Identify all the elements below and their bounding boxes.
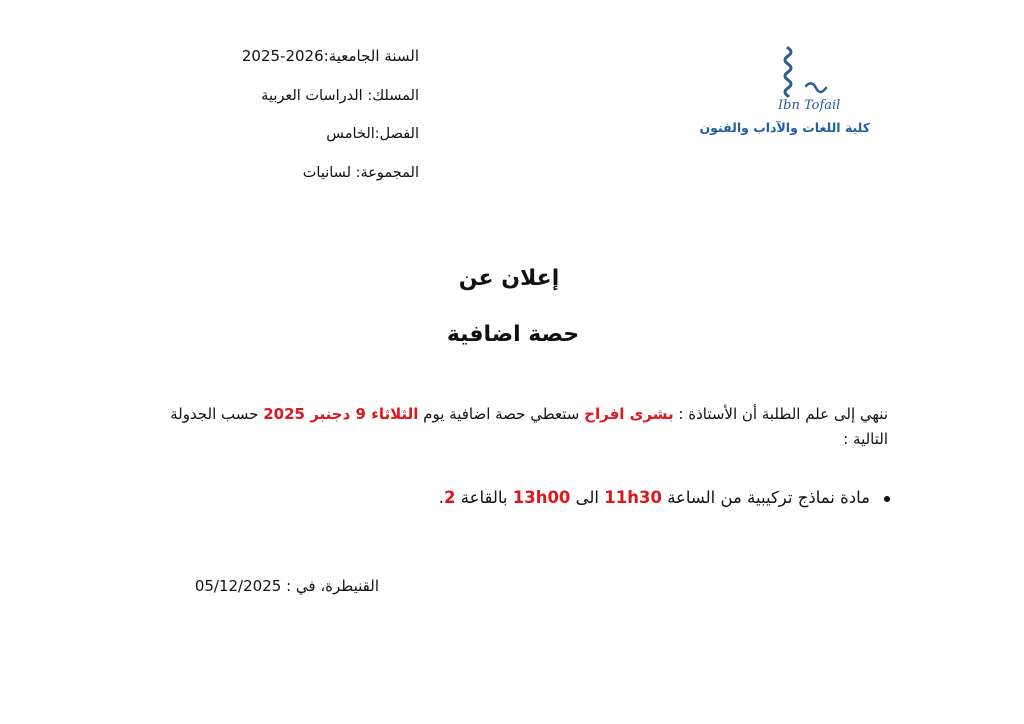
to-label: الى [575, 488, 600, 507]
college-name: كلية اللغات والآداب والفنون [699, 120, 870, 135]
schedule-item [439, 488, 890, 507]
track: المسلك: الدراسات العربية [261, 88, 419, 104]
academic-year: السنة الجامعية:2026-2025 [241, 47, 419, 65]
body-middle: ستعطي حصة اضافية يوم [423, 405, 580, 423]
body-end: حسب الجدولة التالية : [170, 405, 888, 448]
university-logo [699, 40, 880, 140]
announcement-body [132, 402, 888, 452]
place-and-date: القنيطرة، في : 05/12/2025 [194, 577, 379, 595]
start-time: 11h30 [604, 488, 662, 507]
from-label: من الساعة [667, 488, 742, 507]
bullet-icon [884, 496, 890, 502]
body-intro: ننهي إلى علم الطلبة أن الأستاذة : [678, 405, 888, 423]
end-time: 13h00 [512, 488, 571, 507]
semester: الفصل:الخامس [326, 126, 419, 142]
announcement-title: إعلان عن [458, 266, 560, 291]
university-name: Ibn Tofail [778, 98, 841, 113]
period: . [438, 488, 445, 507]
group: المجموعة: لسانيات [302, 165, 419, 181]
session-date: الثلاثاء 9 دجنبر 2025 [263, 405, 419, 423]
professor-name: بشرى افراح [584, 405, 674, 423]
room-label: بالقاعة [460, 488, 508, 507]
announcement-subtitle: حصة اضافية [446, 322, 580, 347]
room-number: 2 [444, 488, 456, 507]
subject: مادة نماذج تركيبية [747, 488, 870, 507]
